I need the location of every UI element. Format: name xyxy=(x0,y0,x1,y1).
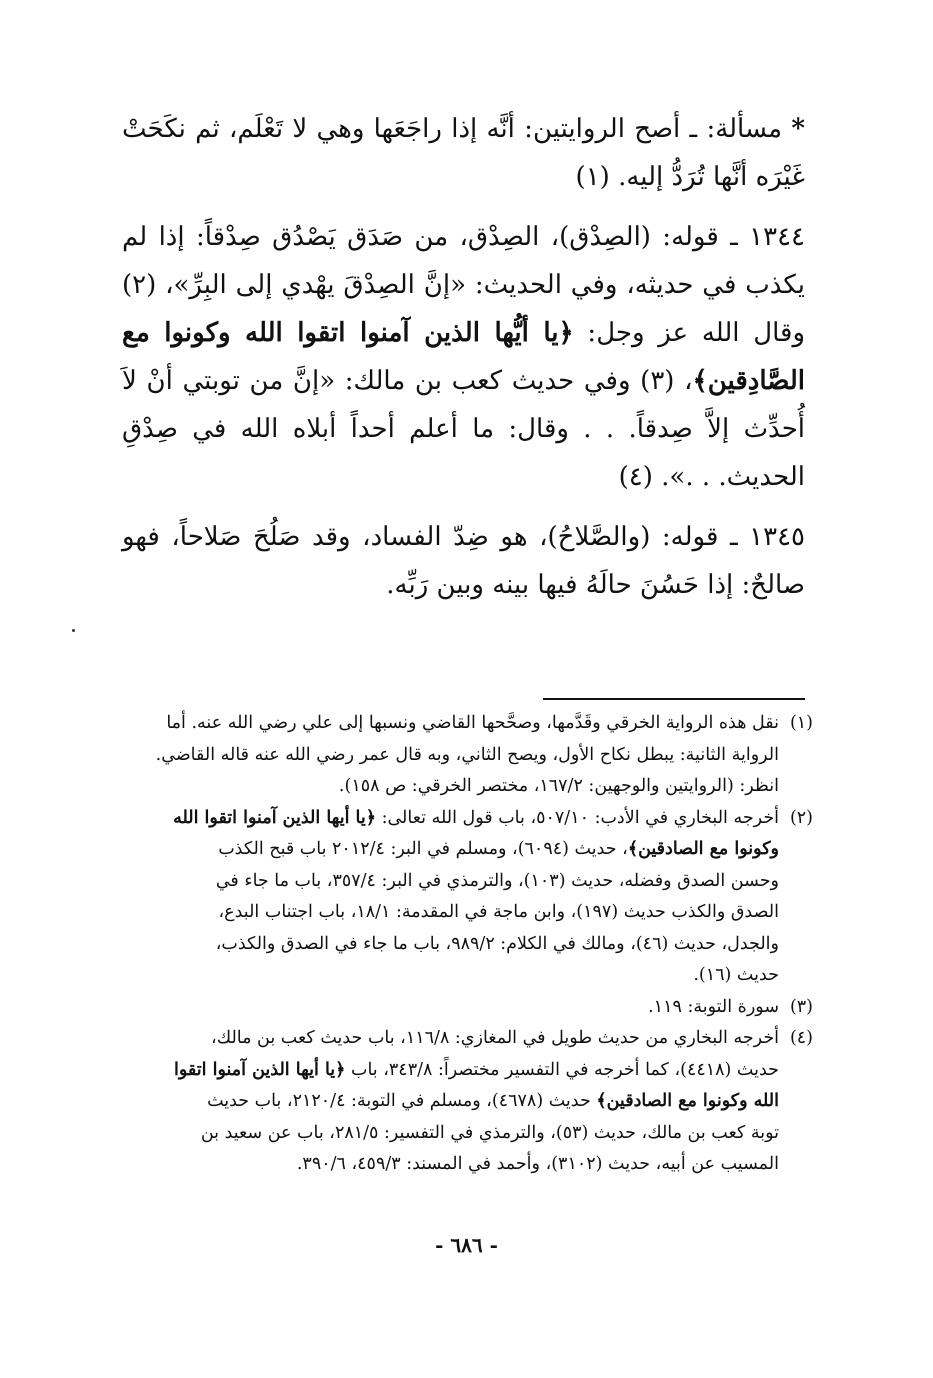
footnote-line: حديث (١٦). xyxy=(693,965,779,985)
footnote-number: (١) xyxy=(789,713,813,733)
footnote-line xyxy=(122,1086,779,1118)
footnote-text: ، حديث (٦٠٩٤)، ومسلم في البر: ٢٠١٢/٤ باب قبح الكذب xyxy=(218,839,628,859)
footnote-line xyxy=(122,803,779,835)
footnote-separator xyxy=(543,698,805,700)
footnote-line: المسيب عن أبيه، حديث (٣١٠٢)، وأحمد في المسند: ٤٥٩/٣، ٣٩٠/٦. xyxy=(296,1154,779,1174)
footnote-line: الرواية الثانية: يبطل نكاح الأول، ويصح الثاني، وبه قال عمر رضي الله عنه قاله القاضي. xyxy=(155,744,779,765)
footnote-line: أخرجه البخاري من حديث طويل في المغازي: ١١٦/٨، باب حديث كعب بن مالك، xyxy=(211,1028,779,1048)
asterisk-marker: * xyxy=(791,114,805,144)
text-line: عز وجل: xyxy=(573,318,689,348)
text-line: حديث كعب بن مالك: «إنَّ من توبتي أنْ لاَ أُحدِّث إلاَّ صِدقاً. . . وقال: ما xyxy=(122,366,805,444)
footnote-body xyxy=(122,708,779,803)
text-line: يكذب في حديثه، وفي الحديث: «إنَّ الصِدْقَ يهْدي إلى البِرِّ»، (٢) وقال الله xyxy=(122,270,806,348)
text-line: ١٣٤٥ ـ قوله: (والصَّلاحُ)، هو ضِدّ الفساد، وقد صَلُحَ صَلاحاً، فهو xyxy=(122,522,805,552)
quran-verse: ﴿يا أيها الذين آمنوا اتقوا xyxy=(174,1059,346,1080)
footnotes xyxy=(122,708,813,1181)
text-line: غَيْرَه أنَّها تُرَدُّ إليه. (١) xyxy=(575,162,805,192)
footnote-text: حديث (٤٦٧٨)، ومسلم في التوبة: ٢١٢٠/٤، باب حديث xyxy=(207,1091,597,1111)
text-line: صالحٌ: إذا حَسُنَ حالَهُ فيها بينه وبين رَبِّه. xyxy=(386,570,805,600)
page-number: - ٦٨٦ - xyxy=(435,1233,498,1257)
text-line: مسألة: ـ أصح الروايتين: أنَّه إذا راجَعَها وهي لا تَعْلَم، ثم نكَحَتْ xyxy=(122,114,783,144)
footnote-number: (٢) xyxy=(789,807,813,828)
footnote-line: الصدق والكذب حديث (١٩٧)، وابن ماجة في المقدمة: ١٨/١، باب اجتناب البدع، xyxy=(218,902,779,922)
footnote-text: أخرجه البخاري في الأدب: ٥٠٧/١٠، باب قول الله تعالى: xyxy=(376,807,779,828)
footnote-line: والجدل، حديث (٤٦)، ومالك في الكلام: ٩٨٩/٢، باب ما جاء في الصدق والكذب، xyxy=(215,933,779,954)
footnote-line xyxy=(122,1055,779,1087)
footnote-text: حديث (٤٤١٨)، كما أخرجه في التفسير مختصراً: ٣٤٣/٨، باب xyxy=(345,1059,779,1080)
main-text xyxy=(122,105,805,619)
text-line: ، (٣) وفي xyxy=(583,366,693,396)
footnote-body xyxy=(122,992,779,1024)
footnote-4 xyxy=(122,1023,813,1181)
quran-verse: ﴿يا أيها الذين آمنوا اتقوا الله xyxy=(173,807,376,828)
text-line: أعلم أحداً أبلاه الله في صِدْقِ الحديث. . .». (٤) xyxy=(122,414,805,492)
footnote-line: انظر: (الروايتين والوجهين: ١٦٧/٢، مختصر الخرقي: ص ١٥٨). xyxy=(338,776,779,796)
footnote-number: (٣) xyxy=(789,996,813,1017)
stray-dot xyxy=(72,629,75,632)
quran-verse: الله وكونوا مع الصادقين﴾ xyxy=(596,1091,779,1111)
paragraph-masala xyxy=(122,105,805,201)
footnote-line: وحسن الصدق وفضله، حديث (١٠٣)، والترمذي في البر: ٣٥٧/٤، باب ما جاء في xyxy=(215,870,779,891)
quran-verse: وكونوا مع الصادقين﴾ xyxy=(627,839,779,859)
footnote-body xyxy=(122,803,779,992)
footnote-line: نقل هذه الرواية الخرقي وقَدَّمها، وصحَّحها القاضي ونسبها إلى علي رضي الله عنه. أما xyxy=(166,713,779,733)
footnote-line: سورة التوبة: ١١٩. xyxy=(648,996,779,1017)
footnote-body xyxy=(122,1023,779,1181)
paragraph-1344 xyxy=(122,213,805,501)
footnote-3 xyxy=(122,992,813,1024)
footnote-line xyxy=(122,834,779,866)
footnote-2 xyxy=(122,803,813,992)
footnote-number: (٤) xyxy=(789,1028,813,1048)
quran-verse: ﴿يا أيُّها الذين آمنوا اتقوا الله وكونوا مع الصَّادِقين﴾ xyxy=(122,318,805,396)
text-line: ١٣٤٤ ـ قوله: (الصِدْق)، الصِدْق، من صَدَق يَصْدُق صِدْقاً: إذا لم xyxy=(122,222,805,252)
footnote-1 xyxy=(122,708,813,803)
footnote-line: توبة كعب بن مالك، حديث (٥٣)، والترمذي في التفسير: ٢٨١/٥، باب عن سعيد بن xyxy=(200,1122,779,1143)
paragraph-1345 xyxy=(122,513,805,609)
